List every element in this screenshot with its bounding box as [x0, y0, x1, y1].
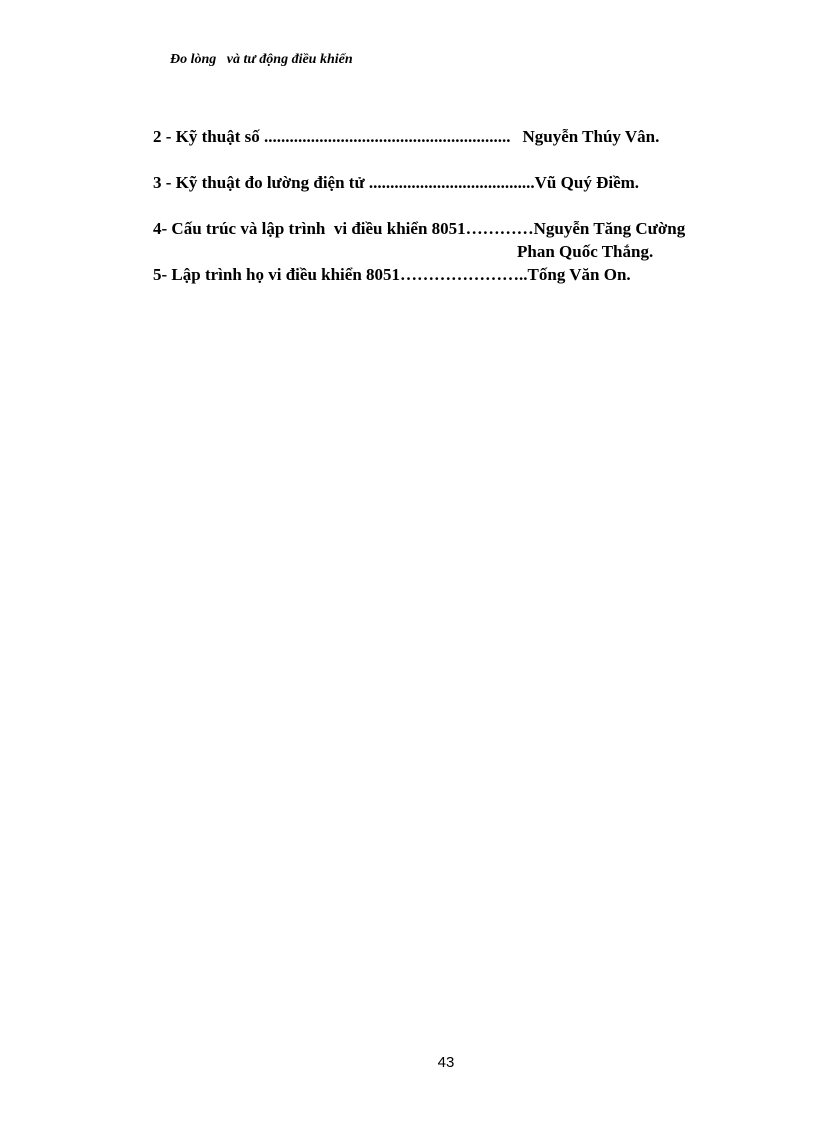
reference-item-4: [153, 218, 685, 240]
reference-title: 5- Lập trình họ vi điều khiển 8051: [153, 265, 401, 284]
reference-title: 2 - Kỹ thuật số: [153, 127, 264, 146]
reference-leader-dots: …………………..: [400, 265, 528, 284]
reference-title: 4- Cấu trúc và lập trình vi điều khiển 8051: [153, 219, 466, 238]
reference-item-5: [153, 264, 631, 286]
reference-leader-dots: .......................................: [368, 173, 535, 192]
reference-item-4-second-author: Phan Quốc Thắng.: [517, 242, 654, 261]
reference-leader-dots: …………: [465, 219, 534, 238]
reference-title: 3 - Kỹ thuật đo lường điện tử: [153, 173, 369, 192]
page-number: 43: [437, 1054, 455, 1071]
reference-author: Tống Văn On.: [527, 265, 631, 284]
reference-author: Nguyễn Tăng Cường: [533, 219, 686, 238]
reference-leader-dots: ..........................................................: [263, 127, 511, 146]
running-header: Đo lòng và tư động điều khiển: [170, 52, 353, 67]
reference-item-2: [153, 126, 659, 148]
reference-author: Vũ Quý Điềm.: [534, 173, 640, 192]
reference-author: Nguyễn Thúy Vân.: [522, 127, 660, 146]
reference-item-3: [153, 172, 639, 194]
